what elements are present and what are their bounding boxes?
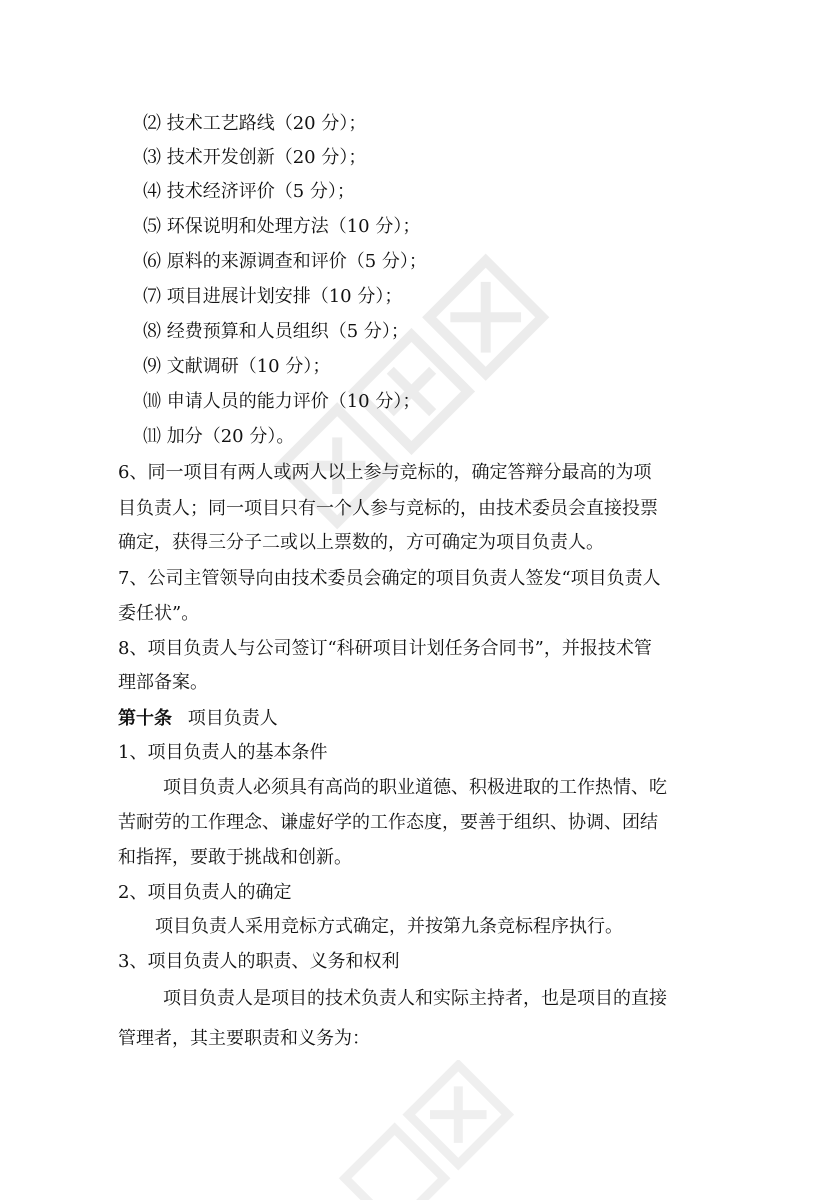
section-heading: 1、项目负责人的基本条件 <box>118 742 328 763</box>
paragraph-7-line: 7、公司主管领导向由技术委员会确定的项目负责人签发“项目负责人 <box>118 568 661 589</box>
paragraph-8-line: 理部备案。 <box>118 672 208 693</box>
list-item: ⑼ 文献调研（10 分）； <box>143 356 331 377</box>
paragraph-line: 和指挥，要敢于挑战和创新。 <box>118 847 352 868</box>
watermark-logo-bottom <box>330 1060 530 1200</box>
list-item: ⑷ 技术经济评价（5 分）； <box>143 181 355 202</box>
paragraph-line: 苦耐劳的工作理念、谦虚好学的工作态度，要善于组织、协调、团结 <box>118 812 658 833</box>
list-item: ⑻ 经费预算和人员组织（5 分）； <box>143 321 409 342</box>
paragraph-6-line: 确定，获得三分子二或以上票数的，方可确定为项目负责人。 <box>118 532 604 553</box>
paragraph-6-line: 目负责人；同一项目只有一个人参与竞标的，由技术委员会直接投票 <box>118 498 658 519</box>
paragraph-6-line: 6、同一项目有两人或两人以上参与竞标的，确定答辩分最高的为项 <box>118 462 652 483</box>
list-item: ⑹ 原料的来源调查和评价（5 分）； <box>143 251 427 272</box>
paragraph-line: 项目负责人必须具有高尚的职业道德、积极进取的工作热情、吃 <box>163 777 667 798</box>
paragraph-line: 管理者，其主要职责和义务为： <box>118 1028 370 1049</box>
article-heading <box>118 707 278 731</box>
paragraph-line: 项目负责人是项目的技术负责人和实际主持者，也是项目的直接 <box>163 988 667 1009</box>
list-item: ⑾ 加分（20 分）。 <box>143 426 295 447</box>
paragraph-7-line: 委任状”。 <box>118 603 200 624</box>
paragraph-8-line: 8、项目负责人与公司签订“科研项目计划任务合同书”，并报技术管 <box>118 638 652 659</box>
list-item: ⑺ 项目进展计划安排（10 分）； <box>143 286 403 307</box>
article-title: 项目负责人 <box>187 708 278 729</box>
list-item: ⑶ 技术开发创新（20 分）； <box>143 147 367 168</box>
article-label: 第十条 <box>118 708 172 729</box>
list-item: ⑸ 环保说明和处理方法（10 分）； <box>143 216 421 237</box>
section-heading: 2、项目负责人的确定 <box>118 882 292 903</box>
list-item: ⑵ 技术工艺路线（20 分）； <box>143 113 367 134</box>
section-heading: 3、项目负责人的职责、义务和权利 <box>118 951 400 972</box>
paragraph-line: 项目负责人采用竞标方式确定，并按第九条竞标程序执行。 <box>155 916 623 937</box>
list-item: ⑽ 申请人员的能力评价（10 分）； <box>143 391 421 412</box>
